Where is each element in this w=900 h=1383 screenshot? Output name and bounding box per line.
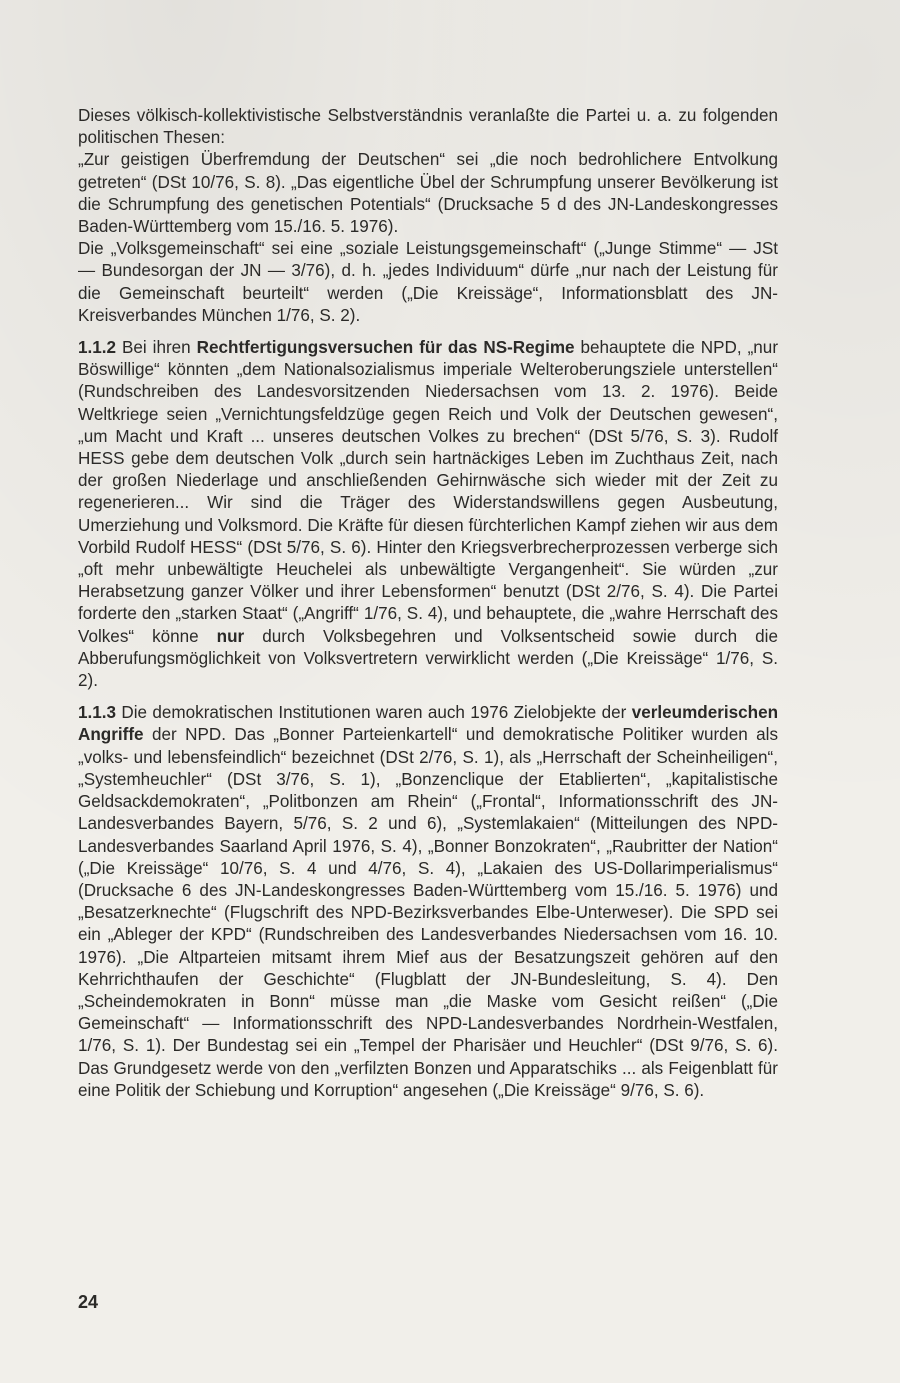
section-1-1-2 <box>78 337 778 692</box>
section-lead: Bei ihren <box>122 338 191 358</box>
paragraph-intro: Dieses völkisch-kollektivistische Selbstverständnis veranlaßte die Partei u. a. zu folgenden politischen Thesen: <box>78 106 778 148</box>
section-number: 1.1.2 <box>78 338 117 358</box>
section-lead: Die demokratischen Institutionen waren auch 1976 Zielobjekte der <box>121 703 627 723</box>
section-1-1-3 <box>78 702 778 1102</box>
paragraph-ueberfremdung: „Zur geistigen Überfremdung der Deutschen“ sei „die noch bedrohlichere Entvolkung getreten“ (DSt 10/76, S. 8). „Das eigentliche Übel der Schrumpfung unserer Bevölkerung ist die Schrumpfung des genetischen Potentials“ (Drucksache 5 d des JN-Landeskongresses Baden-Württemberg vom 15./16. 5. 1976). <box>78 150 778 237</box>
section-body: der NPD. Das „Bonner Parteienkartell“ und demokratische Politiker wurden als „volks- und lebensfeindlich“ bezeichnet (DSt 2/76, S. 1), als „Herrschaft der Scheinheiligen“, „Systemheuchler“ (DSt 3/76, S. 1), „Bonzenclique der Etablierten“, „kapitalistische Geldsackdemokraten“, „Politbonzen am Rhein“ („Frontal“, Informationsschrift des JN-Landesverbandes Bayern, 5/76, S. 2 und 6), „Systemlakaien“ (Mitteilungen des NPD-Landesverbandes Saarland April 1976, S. 4), „Bonner Bonzokraten“, „Raubritter der Nation“ („Die Kreissäge“ 10/76, S. 4 und 4/76, S. 4), „Lakaien des US-Dollarimperialismus“ (Drucksache 6 des JN-Landeskongresses Baden-Württemberg vom 15./16. 5. 1976) und „Besatzerknechte“ (Flugschrift des NPD-Bezirksverbandes Elbe-Unterweser). Die SPD sei ein „Ableger der KPD“ (Rundschreiben des Landesverbandes Niedersachsen vom 16. 10. 1976). „Die Altparteien mitsamt ihrem Mief aus der Besatzungszeit gehören auf den Kehrrichthaufen der Geschichte“ (Flugblatt der JN-Bundesleitung, S. 4). Den „Scheindemokraten in Bonn“ müsse man „die Maske vom Gesicht reißen“ („Die Gemeinschaft“ — Informationsschrift des NPD-Landesverbandes Nordrhein-Westfalen, 1/76, S. 1). Der Bundestag sei ein „Tempel der Pharisäer und Heuchler“ (DSt 9/76, S. 6). Das Grundgesetz werde von den „verfilzten Bonzen und Apparatschiks ... als Feigenblatt für eine Politik der Schiebung und Korruption“ angesehen („Die Kreissäge“ 9/76, S. 6). <box>78 725 778 1100</box>
section-emphasis: verleumderischen Angriffe <box>78 703 779 745</box>
section-body: behauptete die NPD, „nur Böswillige“ könnten „dem Nationalsozialismus imperiale Welteroberungsziele unterstellen“ (Rundschreiben des Landesvorsitzenden Niedersachsen vom 13. 2. 1976). Beide Weltkriege seien „Vernichtungsfeldzüge gegen Reich und Volk der Deutschen gewesen“, „um Macht und Kraft ... unseres deutschen Volkes zu brechen“ (DSt 5/76, S. 3). Rudolf HESS gebe dem deutschen Volk „durch sein hartnäckiges Leben im Zuchthaus Zeit, nach der großen Niederlage und anschließenden Gehirnwäsche sich wieder mit der Zeit zu regenerieren... Wir sind die Träger des Widerstandswillens gegen Ausbeutung, Umerziehung und Volksmord. Die Kräfte für diesen fürchterlichen Kampf ziehen wir aus dem Vorbild Rudolf HESS“ (DSt 5/76, S. 6). Hinter den Kriegsverbrecherprozessen verberge sich „oft mehr unbewältigte Heuchelei als unbewältigte Vergangenheit“. Sie würden „zur Herabsetzung ganzer Völker und ihrer Lebensformen“ benutzt (DSt 2/76, S. 4). Die Partei forderte den „starken Staat“ („Angriff“ 1/76, S. 4), und behauptete, die „wahre Herrschaft des Volkes“ könne <box>78 338 779 646</box>
section-emphasis: Rechtfertigungsversuchen für das NS-Regime <box>196 338 575 358</box>
section-body-end: durch Volksbegehren und Volksentscheid sowie durch die Abberufungsmöglichkeit von Volksvertretern verwirklicht werden („Die Kreissäge“ 1/76, S. 2). <box>78 626 778 691</box>
body-text <box>78 105 778 1102</box>
section-emphasis-nur: nur <box>216 626 245 646</box>
paragraph-volksgemeinschaft: Die „Volksgemeinschaft“ sei eine „soziale Leistungsgemeinschaft“ („Junge Stimme“ — JSt — Bundesorgan der JN — 3/76), d. h. „jedes Individuum“ dürfe „nur nach der Leistung für die Gemeinschaft beurteilt“ werden („Die Kreissäge“, Informationsblatt des JN-Kreisverbandes München 1/76, S. 2). <box>78 239 778 325</box>
section-number: 1.1.3 <box>78 703 117 723</box>
page-number: 24 <box>78 1292 99 1312</box>
